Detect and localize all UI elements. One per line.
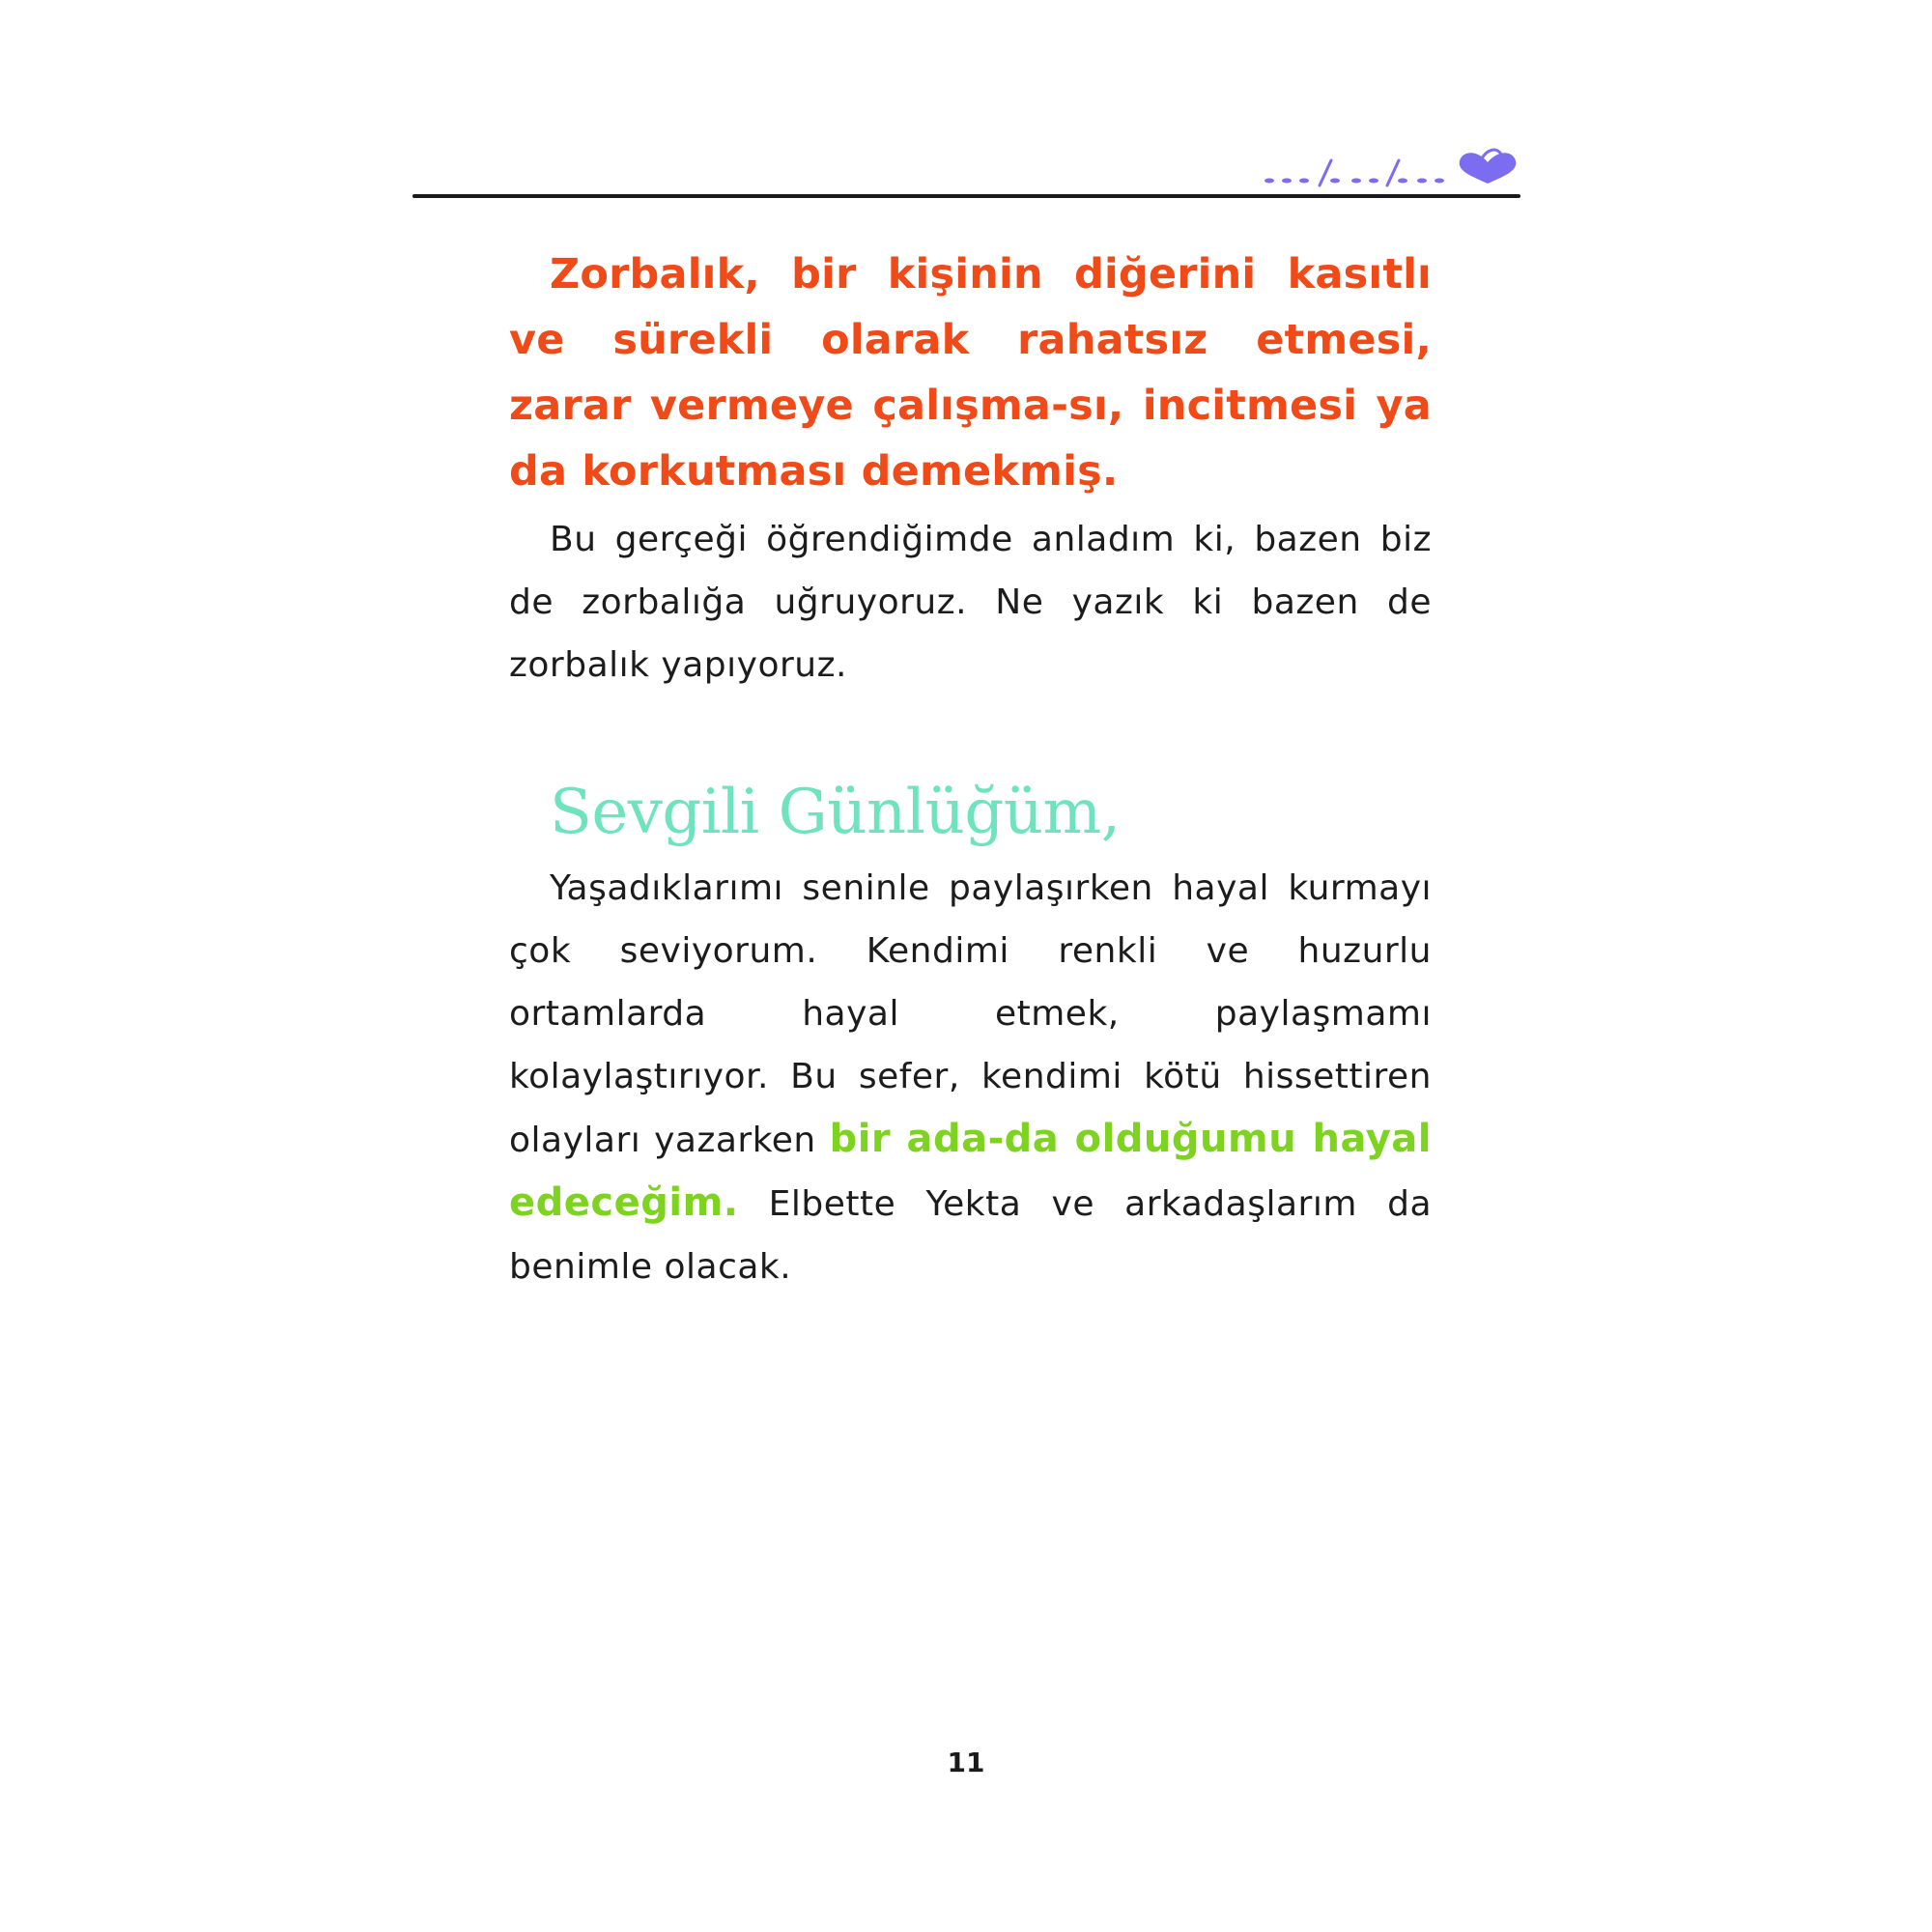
- page-content: [509, 242, 1432, 1298]
- page-number: 11: [947, 1747, 985, 1778]
- diary-paragraph: [509, 857, 1432, 1298]
- dotted-trail-heart-icon: [1264, 145, 1524, 193]
- lead-paragraph: Zorbalık, bir kişinin diğerini kasıtlı ve sürekli olarak rahatsız etmesi, zarar vermeye çalışma-sı, incitmesi ya da korkutması demekmiş.: [509, 250, 1432, 496]
- body-paragraph: Bu gerçeği öğrendiğimde anladım ki, bazen biz de zorbalığa uğruyoruz. Ne yazık ki bazen de zorbalık yapıyoruz.: [509, 520, 1432, 685]
- diary-text-before: Yaşadıklarımı seninle paylaşırken hayal kurmayı çok seviyorum. Kendimi renkli ve huzurlu ortamlarda hayal etmek, paylaşmamı kolaylaştırıyor. Bu sefer, kendimi kötü hissettiren olayları yazarken: [509, 868, 1432, 1160]
- highlighted-phrase: bir ada-da olduğumu hayal edeceğim.: [509, 1117, 1433, 1225]
- diary-text-after: Elbette Yekta ve arkadaşlarım da benimle olacak.: [509, 1184, 1432, 1287]
- header-divider: [412, 194, 1520, 198]
- diary-heading: Sevgili Günlüğüm,: [550, 777, 1121, 848]
